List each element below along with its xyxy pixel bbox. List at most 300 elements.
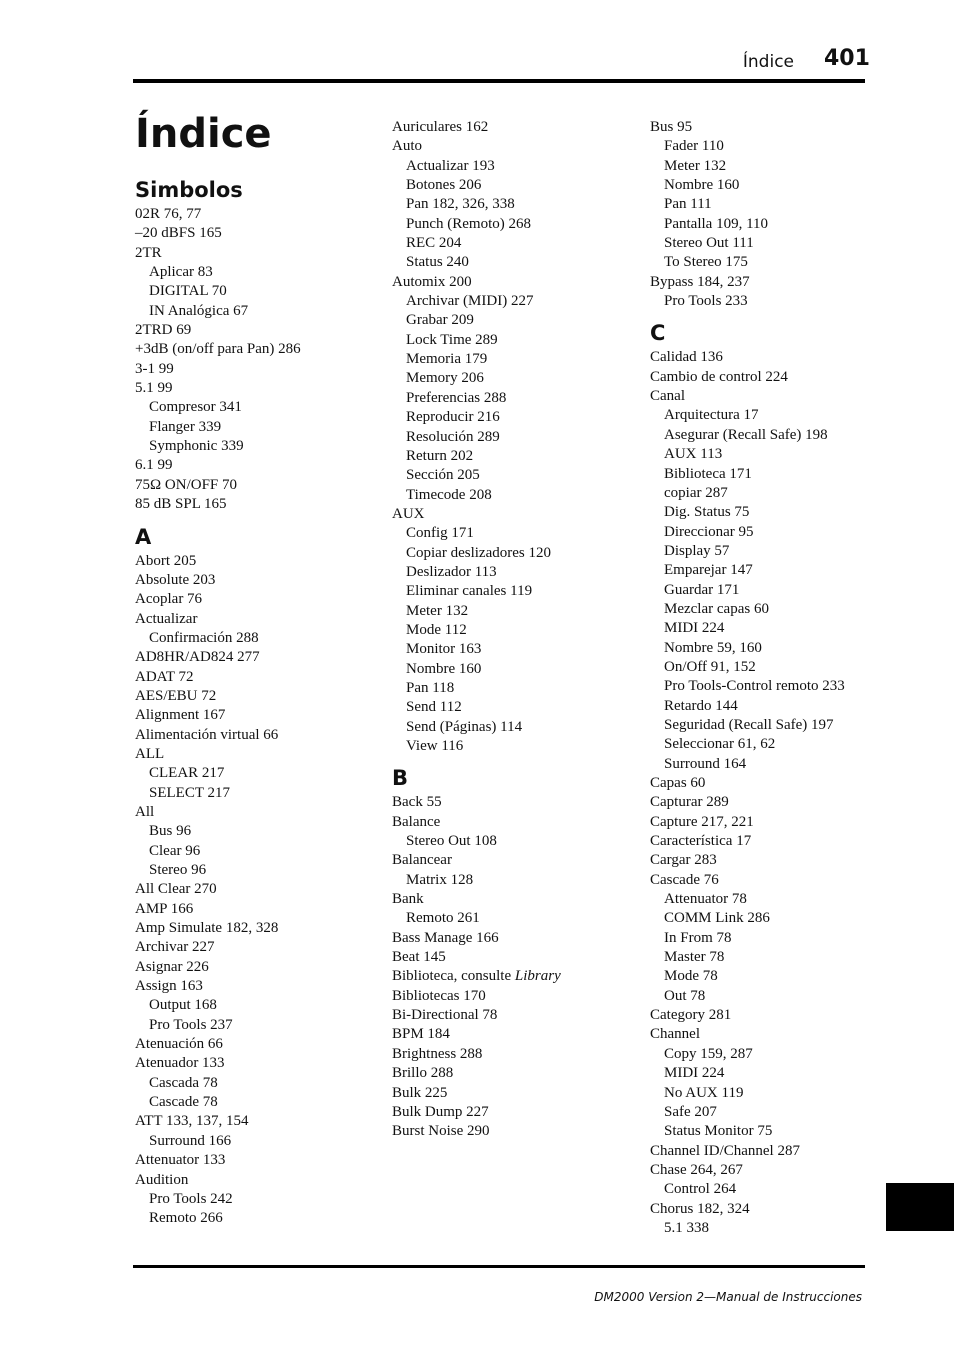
index-entry xyxy=(135,977,375,996)
index-subentry xyxy=(392,215,632,234)
index-subentry xyxy=(135,842,375,861)
index-entry xyxy=(650,1025,890,1044)
index-entry xyxy=(135,340,375,359)
index-entry xyxy=(392,1045,632,1064)
entry-text: Surround 164 xyxy=(664,755,747,772)
entry-text: 75Ω ON/OFF 70 xyxy=(135,476,237,493)
index-entry xyxy=(135,224,375,243)
index-subentry xyxy=(392,563,632,582)
index-entry xyxy=(392,967,632,986)
entry-text: Nombre 59, 160 xyxy=(664,639,762,656)
footer-text: DM2000 Version 2—Manual de Instrucciones xyxy=(594,1290,862,1304)
index-entry xyxy=(392,851,632,870)
entry-text: Send (Páginas) 114 xyxy=(406,718,523,735)
index-subentry xyxy=(135,764,375,783)
index-subentry xyxy=(135,1093,375,1112)
entry-text: Pro Tools 237 xyxy=(149,1016,233,1033)
entry-text: Punch (Remoto) 268 xyxy=(406,215,531,232)
entry-text: Archivar (MIDI) 227 xyxy=(406,293,534,310)
index-entry xyxy=(135,379,375,398)
index-entry xyxy=(135,648,375,667)
index-subentry xyxy=(650,600,890,619)
index-entry xyxy=(650,368,890,387)
entry-text: Memoria 179 xyxy=(406,351,488,368)
index-entry xyxy=(392,890,632,909)
entry-text: Mezclar capas 60 xyxy=(664,600,769,617)
entry-text: Audition xyxy=(135,1171,189,1188)
index-column-3 xyxy=(650,118,890,1238)
entry-text: View 116 xyxy=(406,738,464,754)
header-rule xyxy=(133,79,865,83)
index-subentry xyxy=(135,1074,375,1093)
entry-text: Pro Tools 242 xyxy=(149,1190,233,1207)
index-entry xyxy=(135,726,375,745)
entry-text: MIDI 224 xyxy=(664,620,725,637)
entry-text: Timecode 208 xyxy=(406,486,492,503)
index-entry xyxy=(135,590,375,609)
section-heading: Simbolos xyxy=(135,178,243,202)
index-subentry xyxy=(392,602,632,621)
entry-text: Asignar 226 xyxy=(135,958,209,975)
entry-text: Asegurar (Recall Safe) 198 xyxy=(664,426,828,443)
entry-text: Cascada 78 xyxy=(149,1074,218,1091)
entry-text: AD8HR/AD824 277 xyxy=(135,649,260,666)
entry-text: Balancear xyxy=(392,852,452,869)
entry-text: Memory 206 xyxy=(406,370,484,387)
entry-text: Reproducir 216 xyxy=(406,409,500,426)
index-entry xyxy=(392,273,632,292)
entry-text: ATT 133, 137, 154 xyxy=(135,1113,249,1130)
entry-text: Beat 145 xyxy=(392,949,446,966)
entry-text: Send 112 xyxy=(406,699,462,716)
entry-text: Biblioteca, consulte xyxy=(392,968,515,985)
entry-text: Bank xyxy=(392,891,424,908)
index-entry xyxy=(392,137,632,156)
entry-text: Meter 132 xyxy=(406,602,469,619)
index-subentry xyxy=(650,890,890,909)
entry-text: To Stereo 175 xyxy=(664,254,748,271)
entry-text: Attenuator 133 xyxy=(135,1152,226,1169)
index-entry xyxy=(650,1142,890,1161)
entry-text: Category 281 xyxy=(650,1007,732,1024)
entry-text: Dig. Status 75 xyxy=(664,504,750,521)
index-subentry xyxy=(650,755,890,774)
entry-text: Clear 96 xyxy=(149,842,201,859)
entry-text: AES/EBU 72 xyxy=(135,687,217,704)
index-subentry xyxy=(392,737,632,756)
index-subentry xyxy=(392,195,632,214)
index-subentry xyxy=(135,1132,375,1151)
index-subentry xyxy=(135,398,375,417)
entry-text: REC 204 xyxy=(406,235,462,252)
index-subentry xyxy=(135,996,375,1015)
entry-text: Brightness 288 xyxy=(392,1045,483,1062)
index-subentry xyxy=(135,629,375,648)
index-subentry xyxy=(392,311,632,330)
index-entry xyxy=(392,929,632,948)
index-subentry xyxy=(650,735,890,754)
index-entry xyxy=(135,244,375,263)
index-subentry xyxy=(650,484,890,503)
entry-text: Bypass 184, 237 xyxy=(650,273,750,290)
entry-text: Botones 206 xyxy=(406,177,482,194)
index-subentry xyxy=(650,1103,890,1122)
index-entry xyxy=(650,348,890,367)
index-subentry xyxy=(650,253,890,272)
entry-text: Abort 205 xyxy=(135,552,197,569)
entry-text: Capturar 289 xyxy=(650,794,729,811)
index-subentry xyxy=(650,137,890,156)
entry-text: On/Off 91, 152 xyxy=(664,658,756,675)
index-subentry xyxy=(650,406,890,425)
index-subentry xyxy=(650,426,890,445)
entry-text: Stereo 96 xyxy=(149,862,207,878)
entry-text: –20 dBFS 165 xyxy=(135,225,222,242)
entry-text: 5.1 338 xyxy=(664,1219,709,1236)
index-entry xyxy=(135,360,375,379)
entry-text: Nombre 160 xyxy=(664,177,740,194)
index-entry xyxy=(135,456,375,475)
index-entry xyxy=(650,871,890,890)
entry-text: 02R 76, 77 xyxy=(135,206,202,222)
entry-text: Balance xyxy=(392,813,441,830)
index-subentry xyxy=(392,234,632,253)
entry-text: Pantalla 109, 110 xyxy=(664,215,769,232)
index-entry xyxy=(650,387,890,406)
entry-text: Stereo Out 108 xyxy=(406,833,497,850)
index-subentry xyxy=(135,302,375,321)
index-subentry xyxy=(392,253,632,272)
entry-text: Bulk Dump 227 xyxy=(392,1103,489,1120)
entry-text: Grabar 209 xyxy=(406,312,474,329)
index-entry xyxy=(650,1200,890,1219)
entry-text: Bibliotecas 170 xyxy=(392,987,486,1004)
index-subentry xyxy=(392,389,632,408)
entry-text: Mode 78 xyxy=(664,968,718,985)
entry-text: Meter 132 xyxy=(664,157,727,174)
index-entry xyxy=(135,1112,375,1131)
index-entry xyxy=(650,1006,890,1025)
entry-text: Deslizador 113 xyxy=(406,563,497,580)
entry-text: Calidad 136 xyxy=(650,349,723,366)
index-entry xyxy=(135,1171,375,1190)
entry-text: AMP 166 xyxy=(135,900,194,917)
entry-text: Status 240 xyxy=(406,254,469,271)
index-subentry xyxy=(650,581,890,600)
index-entry xyxy=(392,1084,632,1103)
index-subentry xyxy=(650,234,890,253)
index-subentry xyxy=(135,822,375,841)
index-entry xyxy=(392,505,632,524)
entry-text: Out 78 xyxy=(664,987,706,1004)
entry-text: COMM Link 286 xyxy=(664,910,770,927)
index-entry xyxy=(392,1122,632,1141)
entry-text: AUX 113 xyxy=(664,446,723,463)
index-entry xyxy=(135,1054,375,1073)
entry-text: Atenuación 66 xyxy=(135,1036,223,1053)
entry-text: Pro Tools-Control remoto 233 xyxy=(664,678,845,695)
index-subentry xyxy=(650,658,890,677)
entry-text: Mode 112 xyxy=(406,621,467,638)
index-subentry xyxy=(650,215,890,234)
entry-text: Lock Time 289 xyxy=(406,331,498,348)
entry-text: Fader 110 xyxy=(664,138,724,155)
entry-text: +3dB (on/off para Pan) 286 xyxy=(135,341,301,358)
index-column-2 xyxy=(392,118,632,1142)
index-entry xyxy=(392,1103,632,1122)
entry-text: Pan 182, 326, 338 xyxy=(406,196,515,213)
entry-text: Guardar 171 xyxy=(664,581,740,598)
entry-text: Absolute 203 xyxy=(135,571,216,588)
entry-text: IN Analógica 67 xyxy=(149,302,249,319)
entry-text: Brillo 288 xyxy=(392,1065,454,1082)
index-subentry xyxy=(650,639,890,658)
entry-text: Attenuator 78 xyxy=(664,891,747,908)
entry-text: Eliminar canales 119 xyxy=(406,583,533,600)
index-entry xyxy=(135,495,375,514)
index-subentry xyxy=(650,1045,890,1064)
entry-text: Auriculares 162 xyxy=(392,119,489,135)
index-entry xyxy=(135,958,375,977)
index-entry xyxy=(392,1006,632,1025)
index-entry xyxy=(392,118,632,137)
entry-text: CLEAR 217 xyxy=(149,765,225,782)
index-subentry xyxy=(392,909,632,928)
index-entry xyxy=(135,668,375,687)
index-entry xyxy=(135,205,375,224)
index-subentry xyxy=(650,503,890,522)
entry-text: Back 55 xyxy=(392,794,442,811)
index-entry xyxy=(135,571,375,590)
section-heading: A xyxy=(135,524,152,549)
index-entry xyxy=(135,610,375,629)
index-subentry xyxy=(135,1016,375,1035)
entry-text: ADAT 72 xyxy=(135,668,194,685)
entry-text: Safe 207 xyxy=(664,1103,717,1120)
entry-text: Pan 118 xyxy=(406,679,455,696)
entry-text: Pro Tools 233 xyxy=(664,293,748,310)
index-entry xyxy=(650,813,890,832)
index-subentry xyxy=(650,561,890,580)
index-subentry xyxy=(650,1122,890,1141)
entry-text: Bi-Directional 78 xyxy=(392,1007,498,1024)
index-entry xyxy=(135,919,375,938)
entry-text: Arquitectura 17 xyxy=(664,407,759,424)
entry-text: Burst Noise 290 xyxy=(392,1123,490,1140)
index-subentry xyxy=(650,465,890,484)
index-entry xyxy=(650,1161,890,1180)
entry-text: Direccionar 95 xyxy=(664,523,754,540)
index-subentry xyxy=(650,445,890,464)
entry-text: Preferencias 288 xyxy=(406,389,507,406)
index-subentry xyxy=(650,523,890,542)
entry-text: Cascade 78 xyxy=(149,1094,218,1111)
index-column-1 xyxy=(135,176,375,1229)
entry-text: Assign 163 xyxy=(135,978,203,995)
index-subentry xyxy=(392,871,632,890)
index-subentry xyxy=(392,408,632,427)
index-subentry xyxy=(650,1064,890,1083)
index-subentry xyxy=(392,447,632,466)
index-subentry xyxy=(392,698,632,717)
entry-text: Alignment 167 xyxy=(135,707,226,724)
index-entry xyxy=(135,880,375,899)
index-subentry xyxy=(392,524,632,543)
index-subentry xyxy=(650,195,890,214)
entry-text: Compresor 341 xyxy=(149,399,242,416)
index-entry xyxy=(650,273,890,292)
entry-text: Config 171 xyxy=(406,525,474,542)
entry-text: Capas 60 xyxy=(650,775,706,791)
entry-text: SELECT 217 xyxy=(149,784,230,801)
entry-text: No AUX 119 xyxy=(664,1084,744,1101)
index-entry xyxy=(135,706,375,725)
index-subentry xyxy=(650,176,890,195)
index-subentry xyxy=(392,486,632,505)
entry-text: Actualizar 193 xyxy=(406,157,495,174)
entry-text: AUX xyxy=(392,505,425,522)
entry-text: 5.1 99 xyxy=(135,380,173,397)
entry-text: copiar 287 xyxy=(664,484,728,501)
index-subentry xyxy=(135,1190,375,1209)
running-header-title: Índice xyxy=(742,52,794,72)
section-heading: B xyxy=(392,766,409,791)
index-subentry xyxy=(392,369,632,388)
entry-text: Remoto 266 xyxy=(149,1210,223,1227)
entry-text: All Clear 270 xyxy=(135,881,217,898)
entry-text: Aplicar 83 xyxy=(149,264,213,281)
index-entry xyxy=(650,118,890,137)
index-subentry xyxy=(392,832,632,851)
entry-text: 2TR xyxy=(135,244,162,261)
entry-text: Cambio de control 224 xyxy=(650,368,788,385)
entry-text: Seleccionar 61, 62 xyxy=(664,736,776,753)
index-subentry xyxy=(650,619,890,638)
index-subentry xyxy=(135,282,375,301)
entry-text: Status Monitor 75 xyxy=(664,1123,773,1140)
entry-text: Bus 95 xyxy=(650,119,693,135)
entry-text: Atenuador 133 xyxy=(135,1055,225,1072)
index-subentry xyxy=(392,718,632,737)
index-subentry xyxy=(392,544,632,563)
entry-text: Pan 111 xyxy=(664,196,712,213)
index-entry xyxy=(392,793,632,812)
index-subentry xyxy=(650,542,890,561)
entry-text: Copiar deslizadores 120 xyxy=(406,544,551,561)
entry-text: Control 264 xyxy=(664,1181,737,1198)
index-entry xyxy=(392,987,632,1006)
index-entry xyxy=(135,1151,375,1170)
index-subentry xyxy=(650,948,890,967)
index-subentry xyxy=(135,418,375,437)
entry-text: Return 202 xyxy=(406,447,474,464)
index-subentry xyxy=(650,1180,890,1199)
index-entry xyxy=(135,803,375,822)
index-subentry xyxy=(650,292,890,311)
index-subentry xyxy=(392,331,632,350)
entry-text: Sección 205 xyxy=(406,467,480,484)
page-title: Índice xyxy=(135,111,272,157)
entry-text: Channel xyxy=(650,1026,700,1043)
entry-text: 3-1 99 xyxy=(135,360,174,377)
entry-text: Surround 166 xyxy=(149,1132,232,1149)
index-entry xyxy=(392,813,632,832)
index-entry xyxy=(392,948,632,967)
index-entry xyxy=(650,832,890,851)
entry-text: Cargar 283 xyxy=(650,852,717,869)
index-subentry xyxy=(392,466,632,485)
index-entry xyxy=(135,938,375,957)
index-subentry xyxy=(135,784,375,803)
index-entry xyxy=(392,1025,632,1044)
index-subentry xyxy=(135,263,375,282)
entry-text: Amp Simulate 182, 328 xyxy=(135,920,279,937)
index-subentry xyxy=(135,1209,375,1228)
entry-text: Alimentación virtual 66 xyxy=(135,726,279,743)
index-entry xyxy=(135,552,375,571)
entry-text: Confirmación 288 xyxy=(149,629,259,646)
index-subentry xyxy=(135,437,375,456)
index-subentry xyxy=(135,861,375,880)
entry-text: Matrix 128 xyxy=(406,871,474,888)
index-subentry xyxy=(650,987,890,1006)
entry-text: 85 dB SPL 165 xyxy=(135,496,227,513)
index-subentry xyxy=(650,909,890,928)
index-entry xyxy=(392,1064,632,1083)
index-subentry xyxy=(650,929,890,948)
index-subentry xyxy=(392,582,632,601)
entry-text: Stereo Out 111 xyxy=(664,235,754,252)
entry-text: Copy 159, 287 xyxy=(664,1045,753,1062)
entry-text: Cascade 76 xyxy=(650,871,719,888)
entry-text: Output 168 xyxy=(149,997,217,1014)
entry-text: Remoto 261 xyxy=(406,910,480,927)
entry-text: Capture 217, 221 xyxy=(650,813,754,830)
index-subentry xyxy=(392,660,632,679)
entry-text: Archivar 227 xyxy=(135,939,215,956)
entry-text: Monitor 163 xyxy=(406,641,482,658)
index-subentry xyxy=(650,716,890,735)
entry-text: Channel ID/Channel 287 xyxy=(650,1142,800,1159)
cross-reference: Library xyxy=(514,968,561,985)
index-subentry xyxy=(392,157,632,176)
index-subentry xyxy=(392,292,632,311)
index-subentry xyxy=(392,350,632,369)
entry-text: 2TRD 69 xyxy=(135,322,192,339)
entry-text: Nombre 160 xyxy=(406,660,482,677)
index-subentry xyxy=(392,428,632,447)
index-entry xyxy=(650,793,890,812)
entry-text: Emparejar 147 xyxy=(664,562,753,579)
index-subentry xyxy=(650,967,890,986)
index-subentry xyxy=(392,176,632,195)
index-entry xyxy=(135,321,375,340)
entry-text: Display 57 xyxy=(664,542,730,559)
index-subentry xyxy=(392,679,632,698)
entry-text: Bulk 225 xyxy=(392,1084,448,1101)
section-heading: C xyxy=(650,321,666,346)
entry-text: Actualizar xyxy=(135,610,198,627)
index-subentry xyxy=(650,1219,890,1238)
entry-text: Automix 200 xyxy=(392,273,472,290)
index-subentry xyxy=(650,157,890,176)
entry-text: 6.1 99 xyxy=(135,457,173,474)
entry-text: Biblioteca 171 xyxy=(664,465,752,482)
index-entry xyxy=(135,900,375,919)
entry-text: Retardo 144 xyxy=(664,697,738,714)
index-entry xyxy=(135,1035,375,1054)
entry-text: MIDI 224 xyxy=(664,1065,725,1082)
